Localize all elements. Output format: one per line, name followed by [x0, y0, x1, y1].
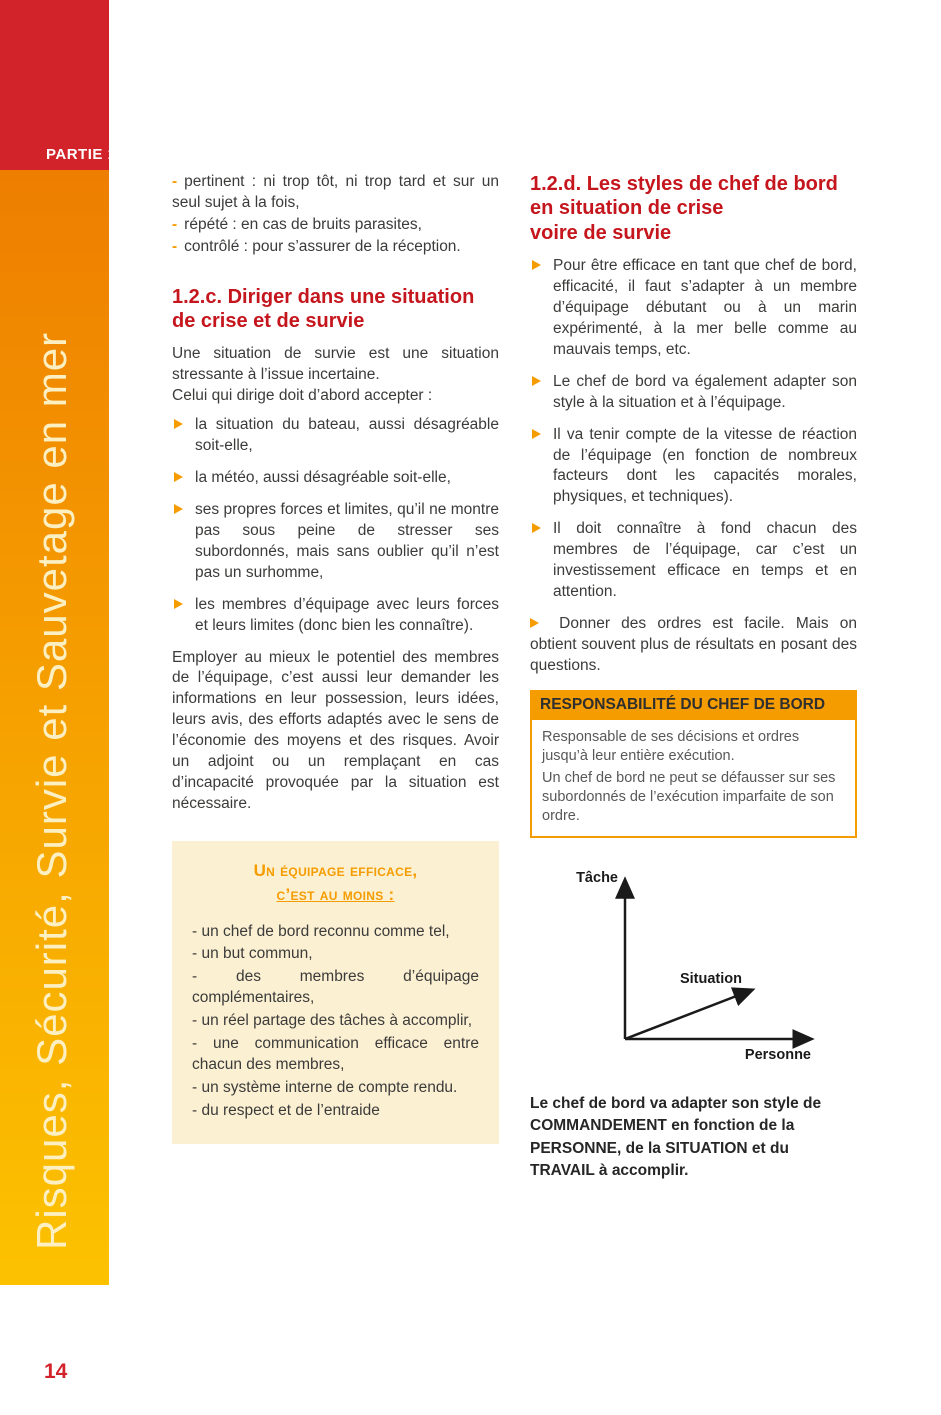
heading-line: en situation de crise [530, 197, 724, 220]
command-style-diagram [530, 862, 857, 1074]
section-intro [172, 344, 499, 407]
bullet-text: la situation du bateau, aussi désagréable soit-elle, [195, 416, 499, 455]
paragraph: Responsable de ses décisions et ordres jusqu’à leur entière exécution. [542, 728, 800, 764]
bullet-item [172, 500, 499, 584]
section-heading-1-2-d [530, 172, 857, 245]
bullet-text: ses propres forces et limites, qu’il ne montre pas sous peine de stresser ses subordonnés, mais sans oublier qu’il n’est pas un surhomme, [195, 501, 499, 581]
triangle-bullet-list [172, 415, 499, 636]
paragraph: Une situation de survie est une situation stressante à l’issue incertaine. [172, 345, 499, 384]
list-item [172, 215, 499, 236]
dash-marker: - [172, 215, 178, 233]
list-item: - un système interne de compte rendu. [192, 1078, 458, 1096]
efficient-crew-box [172, 841, 499, 1144]
bullet-text: Il doit connaître à fond chacun des membres de l’équipage, car c’est un investissement efficace en temps et en attention. [553, 520, 857, 601]
responsibility-box-header: RESPONSABILITÉ DU CHEF DE BORD [530, 690, 857, 720]
situation-arrow-label: Situation [679, 970, 742, 987]
bullet-triangle-icon [532, 260, 541, 270]
bullet-item [530, 372, 857, 414]
list-item [172, 237, 499, 258]
responsibility-box [530, 690, 857, 838]
paragraph: Un chef de bord ne peut se défausser sur ses subordonnés de l’exécution imparfaite de son ordre. [542, 770, 836, 825]
bullet-text: la météo, aussi désagréable soit-elle, [195, 469, 451, 487]
task-axis-label: Tâche [576, 869, 618, 886]
bullet-triangle-icon [532, 376, 541, 386]
responsibility-box-body [530, 720, 857, 838]
dash-marker: - [172, 173, 178, 190]
list-item-text: contrôlé : pour s’assurer de la réception. [184, 237, 461, 255]
list-item: - une communication efficace entre chacun des membres, [192, 1035, 479, 1074]
bullet-triangle-icon [174, 504, 183, 514]
bullet-text: les membres d’équipage avec leurs forces et leurs limites (donc bien les connaître). [195, 595, 499, 634]
bullet-text: Donner des ordres est facile. Mais on obtient souvent plus de résultats en posant des questions. [530, 615, 858, 674]
list-item: - un réel partage des tâches à accomplir, [192, 1012, 473, 1030]
right-column [530, 172, 857, 1183]
bullet-item [530, 614, 857, 677]
bullet-item [172, 595, 499, 637]
bullet-triangle-icon [174, 419, 183, 429]
triangle-bullet-list [530, 256, 857, 677]
crew-box-title-line1: Un équipage efficace, [253, 860, 418, 880]
person-axis-label: Personne [744, 1046, 811, 1063]
bullet-text: Pour être efficace en tant que chef de bord, efficacité, il faut s’adapter à un membre d’équipage débutant ou à un marin expérimenté, à la mer belle comme au mauvais temps, etc. [553, 257, 857, 358]
list-item: - un but commun, [192, 945, 313, 963]
crew-box-items [192, 922, 479, 1122]
bullet-item [530, 256, 857, 361]
list-item-text: répété : en cas de bruits parasites, [184, 215, 422, 233]
list-item-text: pertinent : ni trop tôt, ni trop tard et sur un seul sujet à la fois, [172, 173, 499, 211]
bullet-triangle-icon [174, 599, 183, 609]
bullet-text: Le chef de bord va également adapter son style à la situation et à l’équipage. [553, 372, 857, 411]
page-number: 14 [44, 1360, 68, 1383]
dash-list [172, 172, 499, 258]
section-heading-1-2-c: 1.2.c. Diriger dans une situation de crise et de survie [172, 285, 475, 333]
diagram-caption: Le chef de bord va adapter son style de COMMANDEMENT en fonction de la PERSONNE, de la SITUATION et du TRAVAIL à accomplir. [530, 1094, 822, 1180]
sidebar-vertical-title: Risques, Sécurité, Survie et Sauvetage en mer [28, 331, 75, 1250]
list-item: - un chef de bord reconnu comme tel, [192, 922, 450, 940]
crew-box-title-line2: c’est au moins : [276, 884, 395, 904]
list-item: - des membres d’équipage complémentaires, [192, 968, 479, 1007]
paragraph: Employer au mieux le potentiel des membres de l’équipage, c’est aussi leur demander les informations en leur possession, leurs idées, leurs avis, des efforts adaptés avec le sens de l’économie des moyens et des risques. Avoir un adjoint ou un remplaçant en cas d’incapacité provoquée par la situation est nécessaire. [172, 648, 499, 812]
dash-marker: - [172, 237, 178, 255]
list-item [172, 172, 499, 214]
bullet-item [172, 415, 499, 457]
bullet-item [530, 519, 857, 603]
bullet-triangle-icon [530, 618, 539, 628]
bullet-triangle-icon [532, 429, 541, 439]
heading-line: voire de survie [530, 221, 672, 244]
list-item: - du respect et de l’entraide [192, 1101, 380, 1119]
bullet-item [530, 425, 857, 509]
paragraph: Celui qui dirige doit d’abord accepter : [172, 387, 433, 405]
crew-box-title [192, 859, 479, 907]
sidebar-band-red [0, 0, 109, 170]
bullet-text: Il va tenir compte de la vitesse de réaction de l’équipage (en fonction de nombreux facteurs dont les capacités morales, physiques, et techniques). [553, 425, 857, 506]
situation-arrow [625, 990, 752, 1039]
left-column [172, 172, 499, 1144]
partie-label: PARTIE 1 [46, 146, 117, 163]
bullet-triangle-icon [174, 472, 183, 482]
heading-line: 1.2.d. Les styles de chef de bord [530, 173, 838, 195]
bullet-item [172, 468, 499, 489]
bullet-triangle-icon [532, 523, 541, 533]
